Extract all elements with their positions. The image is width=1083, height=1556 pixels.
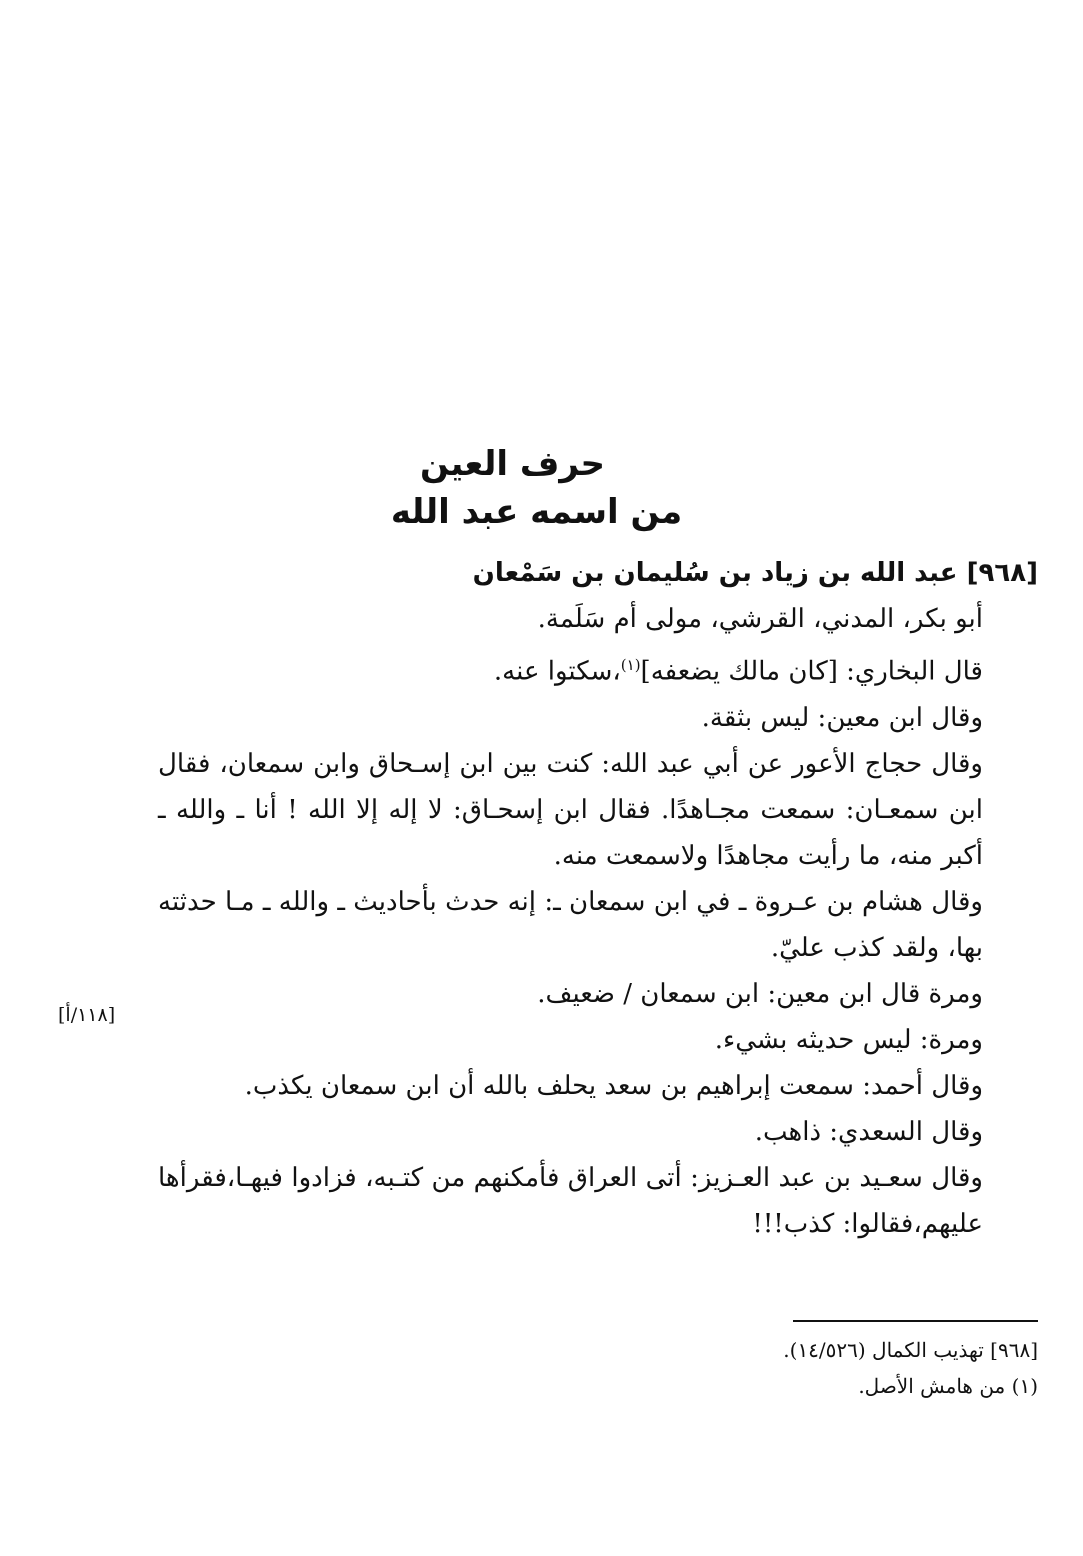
paragraph-hajjaj: وقال حجاج الأعور عن أبي عبد الله: كنت بين ابن إسـحاق وابن سمعان، فقال ابن سمعـان: سمعت مجـاهدًا. فقال ابن إسحـاق: لا إله إلا الله ! أنا ـ والله ـ أكبر منه، ما رأيت مجاهدًا ولاسمعت منه. — [158, 748, 983, 871]
paragraph-ahmad: وقال أحمد: سمعت إبراهيم بن سعد يحلف بالله أن ابن سمعان يكذب. — [244, 1070, 983, 1101]
paragraph-saadi: وقال السعدي: ذاهب. — [754, 1116, 983, 1147]
paragraph-hisham: وقال هشام بن عـروة ـ في ابن سمعان ـ: إنه حدث بأحاديث ـ والله ـ مـا حدثته بها، ولقد كذب عليّ. — [158, 886, 983, 963]
footnotes — [338, 1332, 1038, 1404]
entry-body — [158, 550, 1038, 1247]
footnote-rule — [793, 1320, 1038, 1322]
paragraph-ibn-main-2: ومرة قال ابن معين: ابن سمعان / ضعيف. — [537, 978, 983, 1009]
bukhari-tail: ،سكتوا عنه. — [493, 656, 621, 687]
paragraph-ibn-main: وقال ابن معين: ليس بثقة. — [701, 702, 983, 733]
bukhari-text: قال البخاري: [كان مالك يضعفه] — [640, 656, 983, 687]
entry-title: [٩٦٨] عبد الله بن زياد بن سُليمان بن سَمْعان — [472, 558, 1038, 588]
chapter-heading: حرف العين — [419, 444, 606, 484]
section-heading: من اسمه عبد الله — [390, 492, 683, 532]
paragraph-lineage: أبو بكر، المدني، القرشي، مولى أم سَلَمة. — [537, 604, 983, 634]
paragraph-said: وقال سعـيد بن عبد العـزيز: أتى العراق فأمكنهم من كتـبه، فزادوا فيهـا،فقرأها عليهم،فقالوا: كذب!!! — [158, 1162, 983, 1239]
footnote-ref: (١) — [620, 656, 641, 674]
paragraph-marra: ومرة: ليس حديثه بشيء. — [714, 1024, 983, 1055]
footnote-source: [٩٦٨] تهذيب الكمال (١٤/٥٢٦). — [783, 1338, 1038, 1362]
footnote-1: (١) من هامش الأصل. — [858, 1374, 1038, 1398]
paragraph-bukhari — [158, 642, 1038, 695]
margin-note: [١١٨/أ] — [58, 1004, 116, 1026]
headings — [0, 440, 1083, 536]
